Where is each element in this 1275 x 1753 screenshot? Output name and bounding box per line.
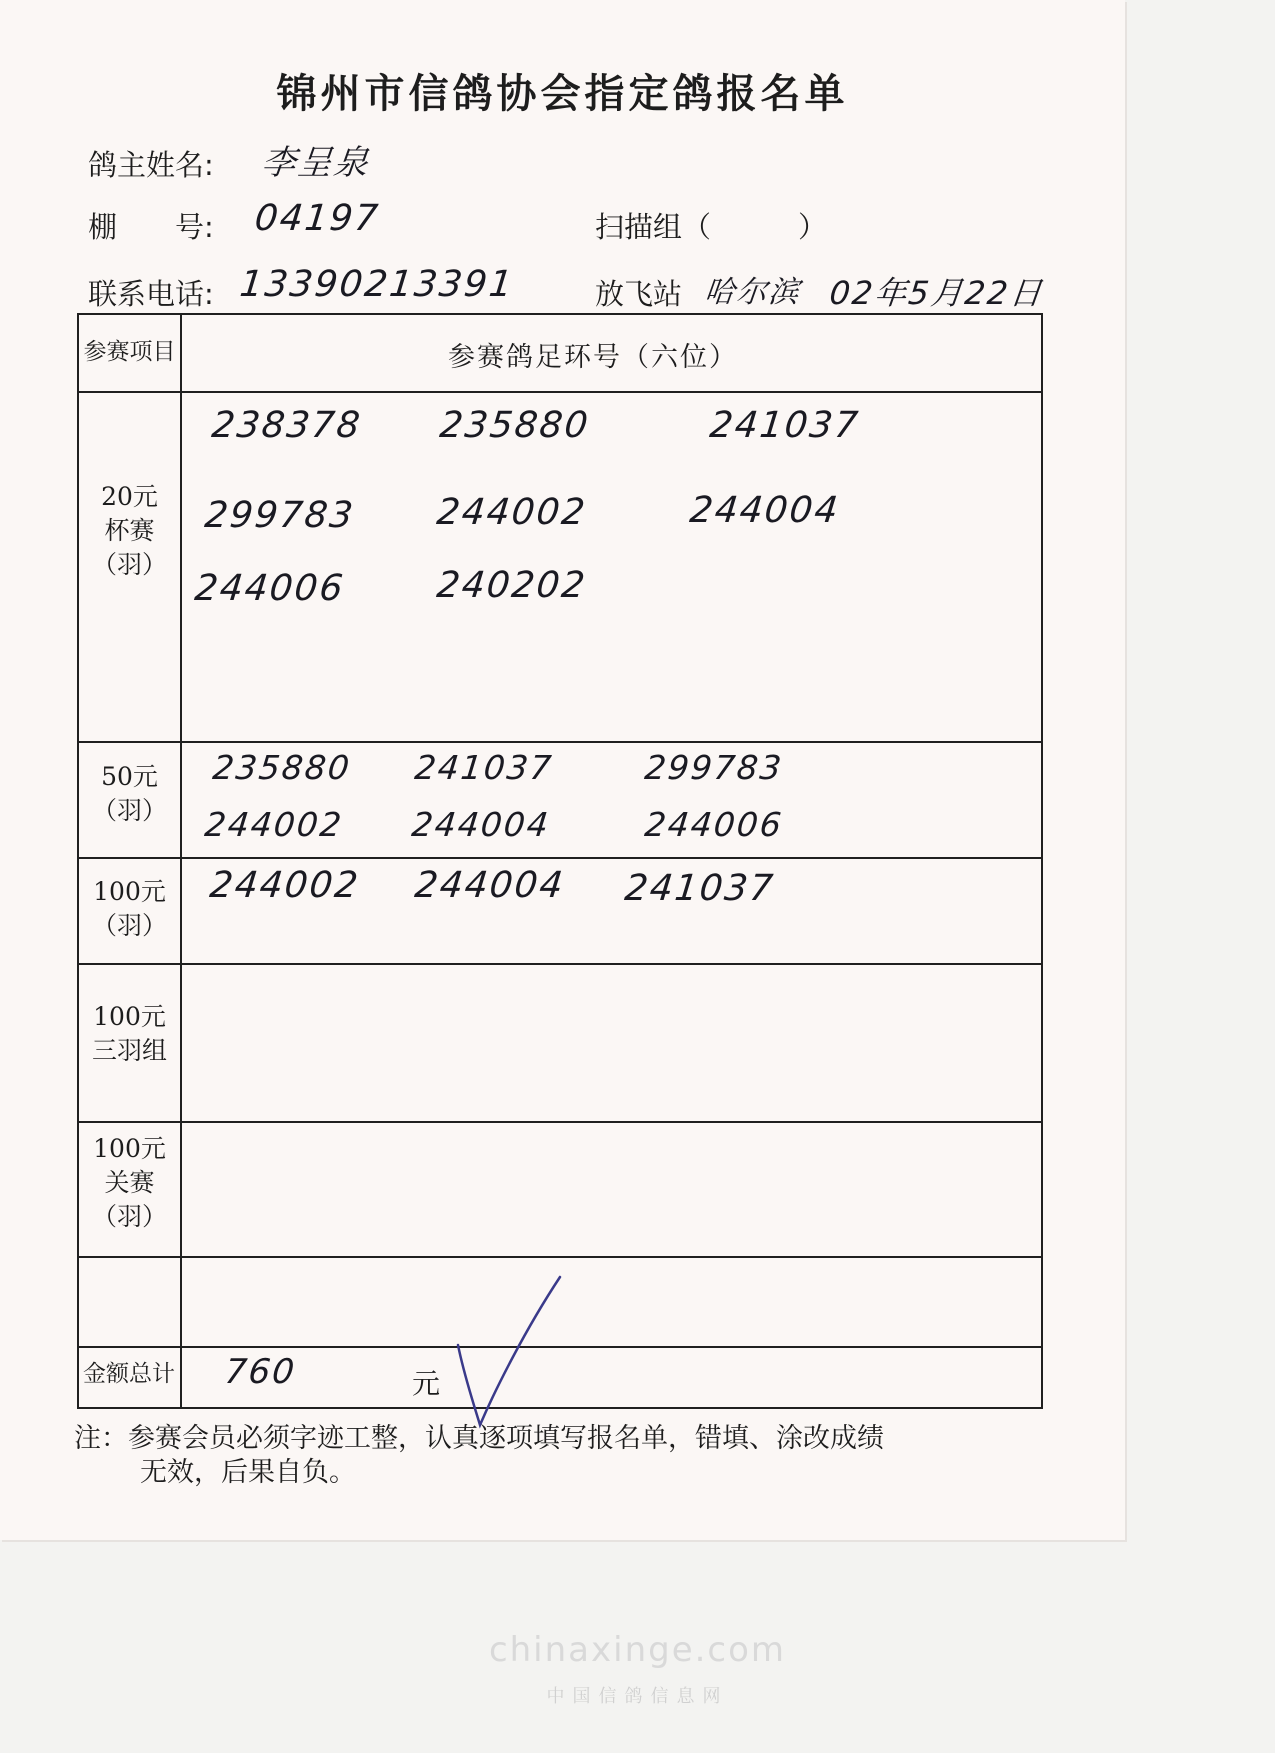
ring-number: 244004 (409, 805, 553, 844)
item-column-header: 参赛项目 (83, 339, 176, 365)
table-column-divider (180, 313, 182, 1409)
ring-number: 299783 (642, 748, 786, 787)
ring-number: 240202 (434, 565, 589, 606)
release-station-label: 放飞站 (595, 277, 683, 311)
owner-name-label: 鸽主姓名: (88, 148, 214, 182)
loft-number-label: 棚 号: (88, 210, 214, 244)
release-date-value: 02年5月22日 (827, 274, 1046, 312)
row-20-cup-item: 20元 杯赛 （羽） (91, 482, 167, 579)
entry-table (77, 313, 1043, 1409)
ring-number: 244006 (642, 805, 786, 844)
ring-number: 241037 (412, 748, 556, 787)
ring-number: 244002 (434, 492, 589, 533)
owner-name-value: 李呈泉 (259, 143, 372, 183)
form-note-line-2: 无效，后果自负。 (140, 1457, 356, 1488)
total-amount-label: 金额总计 (83, 1361, 175, 1387)
row-divider (77, 1121, 1043, 1123)
row-50-item: 50元 （羽） (91, 762, 167, 825)
ring-number: 244002 (202, 805, 346, 844)
row-100-three-bird-item: 100元 三羽组 (91, 1002, 167, 1065)
phone-label: 联系电话: (88, 277, 214, 311)
form-title: 锦州市信鸽协会指定鸽报名单 (276, 70, 849, 117)
ring-number: 238378 (209, 405, 364, 446)
release-station-value: 哈尔滨 (702, 275, 803, 310)
ring-number: 235880 (437, 405, 592, 446)
row-divider (77, 391, 1043, 393)
ring-number: 244004 (412, 865, 567, 906)
row-divider (77, 1256, 1043, 1258)
total-amount-unit: 元 (412, 1367, 441, 1400)
loft-number-value: 04197 (252, 198, 382, 239)
ring-number: 244006 (192, 568, 347, 609)
ring-number: 241037 (622, 868, 777, 909)
row-100-item: 100元 （羽） (91, 877, 167, 940)
ring-number: 244002 (207, 865, 362, 906)
ring-number: 235880 (210, 748, 354, 787)
row-100-gate-race-item: 100元 关赛 （羽） (91, 1134, 167, 1231)
phone-value: 13390213391 (237, 264, 517, 305)
row-divider (77, 963, 1043, 965)
watermark-tagline: 中国信鸽信息网 (546, 1686, 729, 1707)
row-divider (77, 741, 1043, 743)
watermark-site: chinaxinge.com (488, 1630, 787, 1670)
form-note-line-1: 注：参赛会员必须字迹工整，认真逐项填写报名单，错填、涂改成绩 (74, 1423, 884, 1454)
scan-group-label: 扫描组（ ） (595, 210, 828, 244)
total-amount-value: 760 (222, 1352, 299, 1392)
row-divider (77, 857, 1043, 859)
ring-number: 244004 (687, 490, 842, 531)
check-mark-icon (450, 1275, 570, 1440)
ring-number: 241037 (707, 405, 862, 446)
ring-number: 299783 (202, 495, 357, 536)
ring-column-header: 参赛鸽足环号（六位） (448, 342, 738, 373)
